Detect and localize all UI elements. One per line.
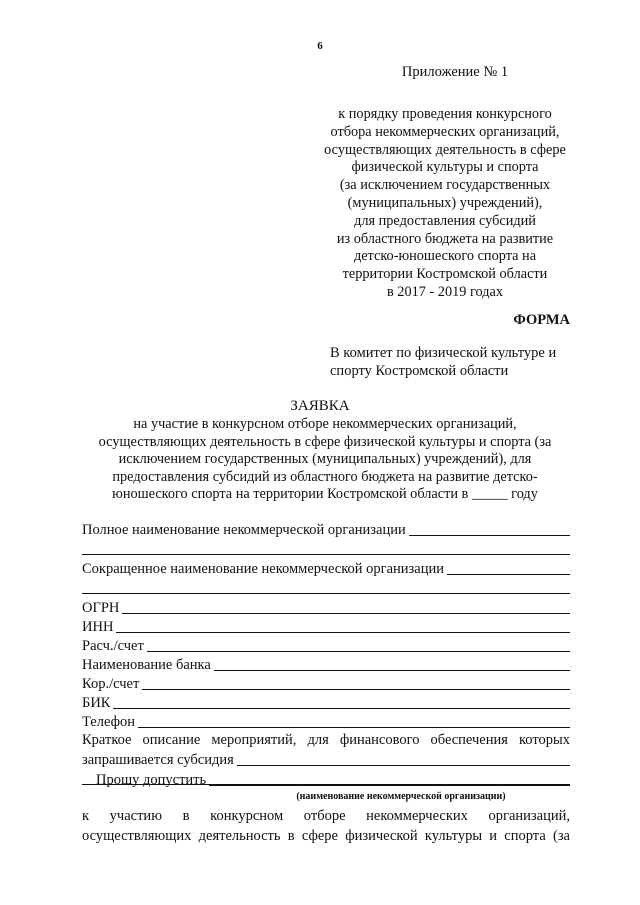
corr-account-label: Кор./счет [82,676,140,692]
application-line: юношеского спорта на территории Костромской области в _____ году [112,486,538,503]
appendix-text [300,106,590,302]
application-title: ЗАЯВКА [290,398,350,414]
addressee-line: спорту Костромской области [330,362,509,379]
application-line: на участие в конкурсном отборе некоммерческих организаций, [133,416,517,432]
request-block [82,772,570,802]
page-number: 6 [317,40,323,52]
appendix-title: Приложение № 1 [401,64,509,80]
full-name-continuation-field[interactable] [82,539,570,555]
account-row [82,636,570,655]
bik-field[interactable] [113,707,570,709]
bank-name-row [82,655,570,674]
phone-row [82,712,570,731]
full-name-label: Полное наименование некоммерческой организации [82,522,406,538]
short-name-continuation-field[interactable] [82,578,570,594]
ogrn-row [82,598,570,617]
application-line: исключением государственных (муниципальных) учреждений), для [118,451,532,468]
application-text [80,416,570,504]
appendix-line: осуществляющих деятельность в сфере [324,141,566,158]
organization-fields [82,518,570,789]
description-label-line2: запрашивается субсидия [82,752,234,768]
appendix-line: (муниципальных) учреждений), [347,194,543,211]
appendix-line: территории Костромской области [342,266,548,283]
tail-text [82,806,570,846]
description-row [82,750,570,769]
bank-name-field[interactable] [214,669,570,671]
full-name-field[interactable] [409,534,570,536]
account-label: Расч./счет [82,638,144,654]
organization-name-field[interactable] [209,784,570,786]
corr-account-field[interactable] [142,688,570,690]
tail-line: осуществляющих деятельность в сфере физической культуры и спорта (за [82,828,570,844]
phone-field[interactable] [138,726,570,728]
request-label: Прошу допустить [96,772,207,788]
bik-row [82,693,570,712]
application-line: предоставления субсидий из областного бюджета на развитие детско- [112,468,538,485]
appendix-line: физической культуры и спорта [351,159,539,176]
form-label: ФОРМА [513,312,570,328]
tail-line: к участию в конкурсном отборе некоммерческих организаций, [82,808,570,824]
appendix-line: к порядку проведения конкурсного [338,106,552,122]
application-line: осуществляющих деятельность в сфере физической культуры и спорта (за [98,433,552,450]
account-field[interactable] [147,650,570,652]
appendix-line: для предоставления субсидий [354,212,536,229]
appendix-line: (за исключением государственных [339,177,551,194]
short-name-field[interactable] [447,573,570,575]
appendix-line: в 2017 - 2019 годах [386,283,503,300]
addressee-line: В комитет по физической культуре и [330,345,557,361]
request-row [82,772,570,789]
addressee [330,345,580,380]
phone-label: Телефон [82,714,135,730]
full-name-row [82,518,570,539]
ogrn-field[interactable] [122,612,570,614]
description-field[interactable] [237,764,570,766]
bank-name-label: Наименование банка [82,657,211,673]
inn-field[interactable] [116,631,570,633]
inn-label: ИНН [82,619,114,635]
bik-label: БИК [82,695,111,711]
corr-account-row [82,674,570,693]
appendix-line: отбора некоммерческих организаций, [330,123,560,140]
appendix-line: из областного бюджета на развитие [336,230,554,247]
description-label-line1: Краткое описание мероприятий, для финансового обеспечения которых [82,732,570,748]
appendix-line: детско-юношеского спорта на [353,248,537,265]
short-name-row [82,559,570,578]
ogrn-label: ОГРН [82,600,120,616]
inn-row [82,617,570,636]
request-caption: (наименование некоммерческой организации) [296,791,506,802]
short-name-label: Сокращенное наименование некоммерческой организации [82,561,444,577]
